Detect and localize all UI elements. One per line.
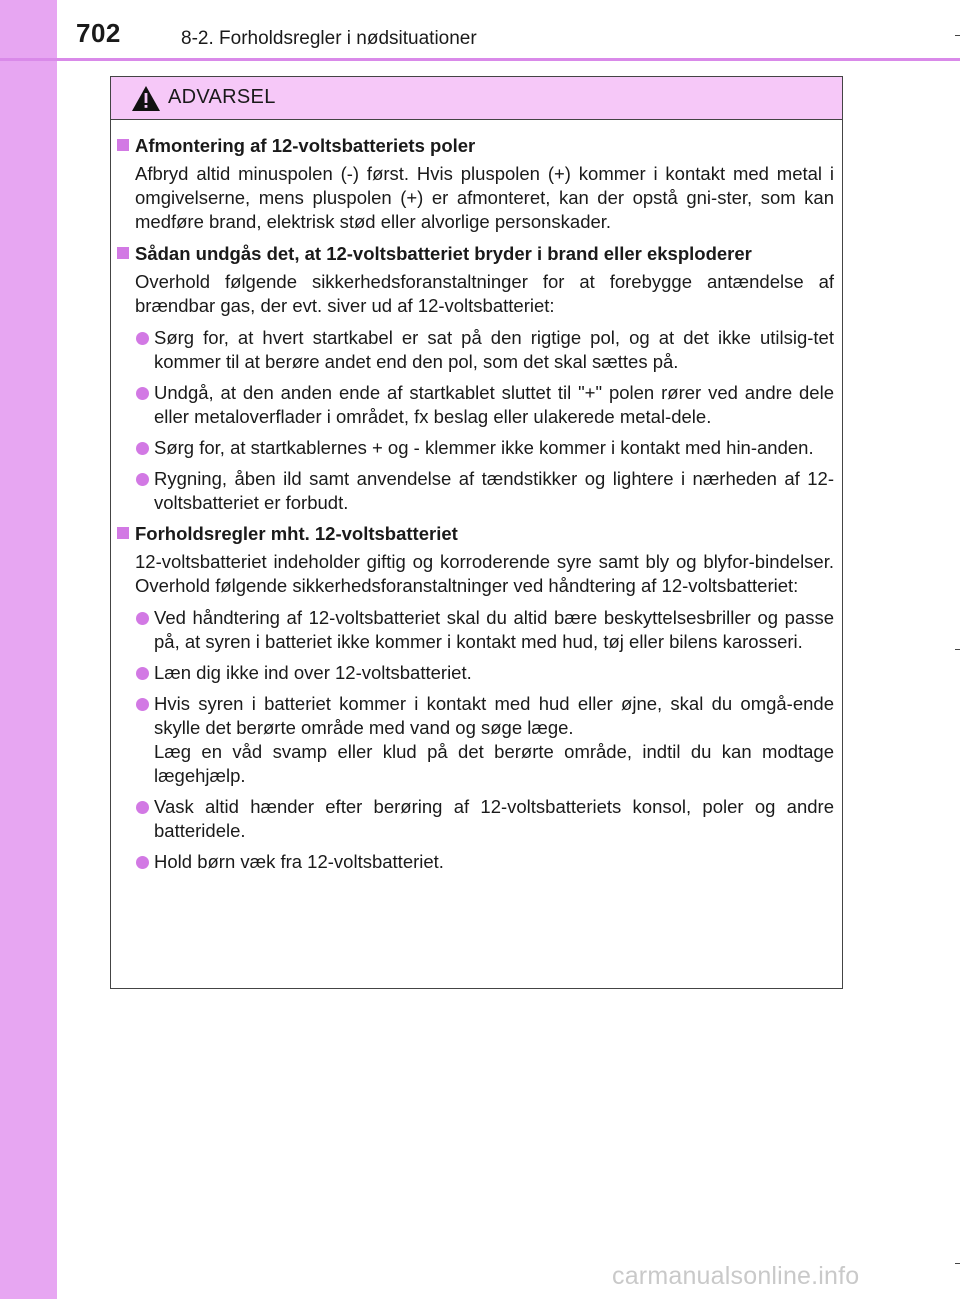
section-heading-text: Forholdsregler mht. 12-voltsbatteriet: [135, 523, 458, 544]
section-battery-terminals: [117, 134, 834, 234]
round-bullet-icon: [136, 698, 149, 711]
square-bullet-icon: [117, 247, 129, 259]
list-item: [117, 692, 834, 788]
section-paragraph: Overhold følgende sikkerhedsforanstaltninger for at forebygge antændelse af brændbar gas, der evt. siver ud af 12-voltsbatteriet:: [135, 271, 834, 316]
list-item-text: Hvis syren i batteriet kommer i kontakt med hud eller øjne, skal du omgå-ende skylle det berørte område med vand og søge læge.: [154, 693, 834, 738]
square-bullet-icon: [117, 527, 129, 539]
round-bullet-icon: [136, 442, 149, 455]
round-bullet-icon: [136, 801, 149, 814]
round-bullet-icon: [136, 473, 149, 486]
list-item: [117, 326, 834, 374]
section-heading: [117, 242, 834, 266]
list-item-text: Sørg for, at hvert startkabel er sat på den rigtige pol, og at det ikke utilsig-tet kommer til at berøre andet end den pol, som det skal sættes på.: [154, 327, 834, 372]
crop-mark-mid-right: [955, 649, 960, 650]
page-number: 702: [76, 18, 121, 48]
section-fire-explosion: [117, 242, 834, 515]
list-item-text: Undgå, at den anden ende af startkablet sluttet til "+" polen rører ved andre dele eller metaloverflader i området, fx beslag eller ulakerede metal-dele.: [154, 382, 834, 427]
list-item-text: Læn dig ikke ind over 12-voltsbatteriet.: [154, 662, 472, 683]
watermark: carmanualsonline.info: [612, 1262, 860, 1290]
list-item: [117, 850, 834, 874]
list-item: [117, 467, 834, 515]
list-item: [117, 661, 834, 685]
round-bullet-icon: [136, 387, 149, 400]
section-heading: [117, 134, 834, 158]
section-paragraph: Afbryd altid minuspolen (-) først. Hvis pluspolen (+) kommer i kontakt med metal i omgivelserne, mens pluspolen (+) er afmonteret, kan der opstå gni-ster, som kan medføre brand, elektrisk stød eller alvorlige personskader.: [135, 163, 834, 232]
section-heading-text: Sådan undgås det, at 12-voltsbatteriet bryder i brand eller eksploderer: [135, 243, 752, 264]
section-title: 8-2. Forholdsregler i nødsituationer: [181, 28, 477, 49]
list-item-text: Vask altid hænder efter berøring af 12-voltsbatteriets konsol, poler og andre batteridele.: [154, 796, 834, 841]
round-bullet-icon: [136, 856, 149, 869]
section-heading-text: Afmontering af 12-voltsbatteriets poler: [135, 135, 476, 156]
warning-body: [111, 134, 842, 881]
warning-triangle-icon: [131, 85, 161, 112]
crop-mark-top-right: [955, 35, 960, 36]
round-bullet-icon: [136, 667, 149, 680]
section-heading: [117, 522, 834, 546]
list-item: [117, 795, 834, 843]
round-bullet-icon: [136, 332, 149, 345]
list-item: [117, 436, 834, 460]
list-item-extra-text: Læg en våd svamp eller klud på det berørte område, indtil du kan modtage lægehjælp.: [154, 741, 834, 786]
warning-header: [111, 77, 842, 120]
square-bullet-icon: [117, 139, 129, 151]
header-divider: [0, 58, 960, 61]
side-color-strip: [0, 0, 57, 1299]
list-item: [117, 606, 834, 654]
section-battery-precautions: [117, 522, 834, 874]
warning-label: ADVARSEL: [168, 86, 276, 108]
round-bullet-icon: [136, 612, 149, 625]
list-item-text: Ved håndtering af 12-voltsbatteriet skal du altid bære beskyttelsesbriller og passe på, at syren i batteriet ikke kommer i kontakt med hud, tøj eller bilens karosseri.: [154, 607, 834, 652]
list-item-text: Sørg for, at startkablernes + og - klemmer ikke kommer i kontakt med hin-anden.: [154, 437, 814, 458]
list-item: [117, 381, 834, 429]
list-item-text: Hold børn væk fra 12-voltsbatteriet.: [154, 851, 444, 872]
section-paragraph: 12-voltsbatteriet indeholder giftig og korroderende syre samt bly og blyfor-bindelser. Overhold følgende sikkerhedsforanstaltninger ved håndtering af 12-voltsbatteriet:: [135, 551, 834, 596]
crop-mark-bottom-right: [955, 1263, 960, 1264]
list-item-text: Rygning, åben ild samt anvendelse af tændstikker og lightere i nærheden af 12-voltsbatteriet er forbudt.: [154, 468, 834, 513]
warning-box: [110, 76, 843, 989]
